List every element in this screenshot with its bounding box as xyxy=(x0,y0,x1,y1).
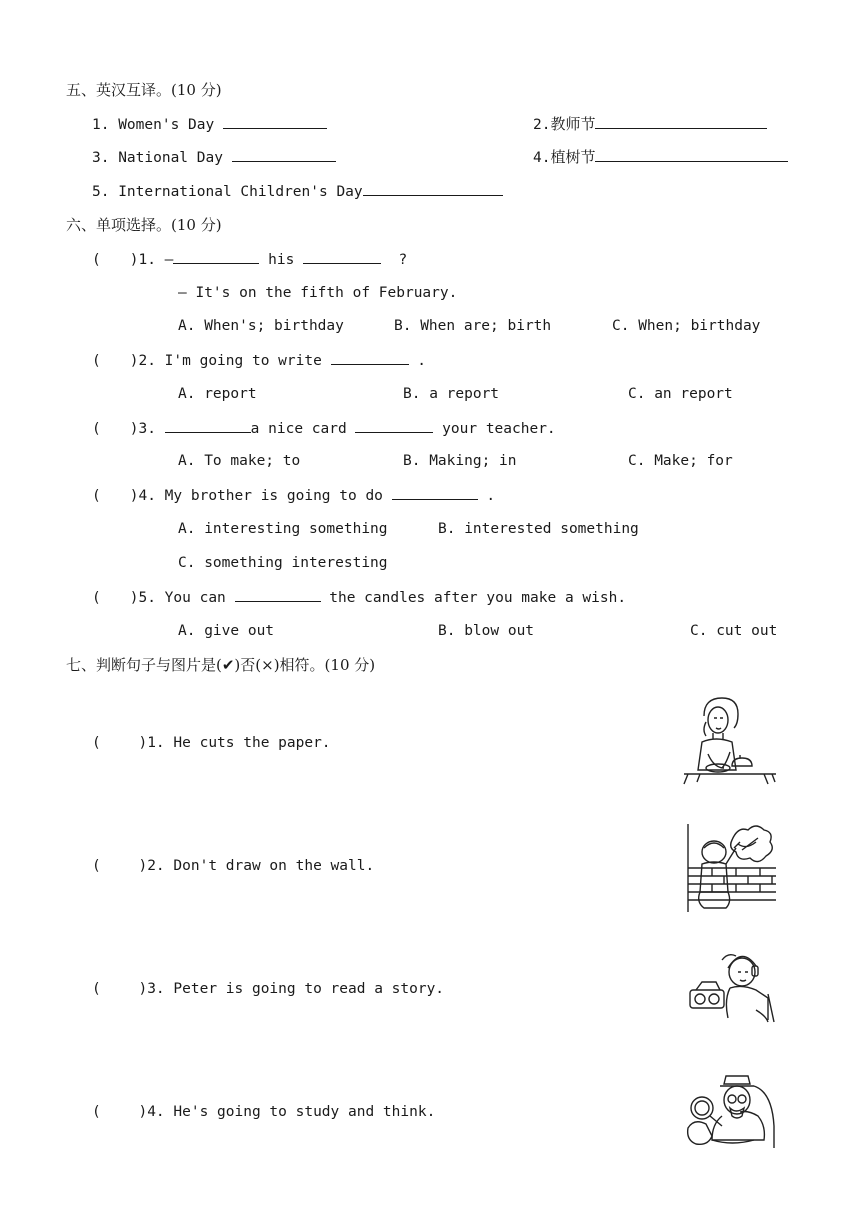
s6-question-5 xyxy=(92,587,626,608)
section-6-heading: 六、单项选择。(10 分) xyxy=(66,216,222,234)
item-text: International Children's Day xyxy=(118,184,363,200)
answer-blank[interactable] xyxy=(595,114,767,129)
answer-paren[interactable]: ( ) xyxy=(92,421,139,437)
answer-blank[interactable] xyxy=(331,350,409,365)
item-number: 3. xyxy=(147,981,165,997)
s5-item-4 xyxy=(533,147,788,168)
item-text: Peter is going to read a story. xyxy=(173,981,445,997)
option-a: A. report xyxy=(178,386,257,402)
question-text: your teacher. xyxy=(442,421,556,437)
s6-question-1 xyxy=(92,249,407,270)
item-number: 2. xyxy=(147,858,165,874)
option-b: B. Making; in xyxy=(403,453,517,469)
item-text: He's going to study and think. xyxy=(173,1104,436,1120)
question-text: My brother is going to do xyxy=(164,488,383,504)
question-number: 4. xyxy=(138,488,156,504)
s5-item-1 xyxy=(92,114,327,135)
answer-paren[interactable]: ( ) xyxy=(92,590,139,606)
item-text: Don't draw on the wall. xyxy=(173,858,375,874)
question-text: ? xyxy=(398,252,408,268)
question-text: You can xyxy=(164,590,226,606)
answer-blank[interactable] xyxy=(595,147,788,162)
answer-paren[interactable]: ( ) xyxy=(92,981,148,997)
answer-blank[interactable] xyxy=(173,249,259,264)
question-number: 1. xyxy=(138,252,156,268)
item-number: 4. xyxy=(147,1104,165,1120)
picture-man-magnifier xyxy=(682,1072,778,1154)
section-7-heading: 七、判断句子与图片是(✔)否(×)相符。(10 分) xyxy=(66,656,376,674)
answer-blank[interactable] xyxy=(165,418,251,433)
option-a: A. give out xyxy=(178,623,275,639)
item-number: 1. xyxy=(147,735,165,751)
item-number: 1. xyxy=(92,117,110,133)
question-text: I'm going to write xyxy=(164,353,322,369)
s6-q1-reply: — It's on the fifth of February. xyxy=(178,285,458,301)
s7-item-4 xyxy=(92,1102,435,1122)
answer-blank[interactable] xyxy=(303,249,381,264)
answer-paren[interactable]: ( ) xyxy=(92,252,139,268)
answer-blank[interactable] xyxy=(235,587,321,602)
answer-paren[interactable]: ( ) xyxy=(92,858,148,874)
question-number: 2. xyxy=(138,353,156,369)
answer-paren[interactable]: ( ) xyxy=(92,735,148,751)
answer-blank[interactable] xyxy=(392,485,478,500)
s5-item-3 xyxy=(92,147,336,168)
option-b: B. blow out xyxy=(438,623,535,639)
option-c: C. an report xyxy=(628,386,733,402)
question-text: . xyxy=(417,353,427,369)
item-number: 2. xyxy=(533,117,551,133)
option-a: A. To make; to xyxy=(178,453,301,469)
item-text: He cuts the paper. xyxy=(173,735,331,751)
item-number: 3. xyxy=(92,150,110,166)
s6-question-4 xyxy=(92,485,495,506)
s7-item-2 xyxy=(92,856,374,876)
s6-question-3 xyxy=(92,418,556,439)
option-c: C. cut out xyxy=(690,623,778,639)
answer-blank[interactable] xyxy=(355,418,433,433)
s5-item-2 xyxy=(533,114,767,135)
question-text: — xyxy=(164,252,174,268)
s5-item-5 xyxy=(92,181,503,202)
item-number: 5. xyxy=(92,184,110,200)
picture-child-drawing-wall xyxy=(672,820,778,914)
item-text: 植树节 xyxy=(550,148,596,166)
answer-paren[interactable]: ( ) xyxy=(92,1104,148,1120)
option-c: C. Make; for xyxy=(628,453,733,469)
answer-paren[interactable]: ( ) xyxy=(92,488,139,504)
section-5-heading: 五、英汉互译。(10 分) xyxy=(66,81,222,99)
item-number: 4. xyxy=(533,150,551,166)
option-c: C. When; birthday xyxy=(612,318,761,334)
s7-item-1 xyxy=(92,733,331,753)
option-c: C. something interesting xyxy=(178,555,388,571)
answer-paren[interactable]: ( ) xyxy=(92,353,139,369)
option-b: B. interested something xyxy=(438,521,639,537)
answer-blank[interactable] xyxy=(223,114,327,129)
answer-blank[interactable] xyxy=(232,147,336,162)
question-number: 3. xyxy=(138,421,156,437)
s6-question-2 xyxy=(92,350,426,371)
item-text: National Day xyxy=(118,150,223,166)
option-a: A. interesting something xyxy=(178,521,388,537)
answer-blank[interactable] xyxy=(363,181,503,196)
question-text: . xyxy=(486,488,496,504)
option-a: A. When's; birthday xyxy=(178,318,344,334)
s7-item-3 xyxy=(92,979,444,999)
option-b: B. a report xyxy=(403,386,500,402)
question-text: his xyxy=(268,252,295,268)
picture-boy-headphones-radio xyxy=(686,948,778,1028)
option-b: B. When are; birth xyxy=(394,318,552,334)
question-number: 5. xyxy=(138,590,156,606)
question-text: the candles after you make a wish. xyxy=(329,590,627,606)
picture-woman-cooking xyxy=(680,692,778,790)
item-text: Women's Day xyxy=(118,117,215,133)
question-text: a nice card xyxy=(250,421,347,437)
item-text: 教师节 xyxy=(550,115,596,133)
